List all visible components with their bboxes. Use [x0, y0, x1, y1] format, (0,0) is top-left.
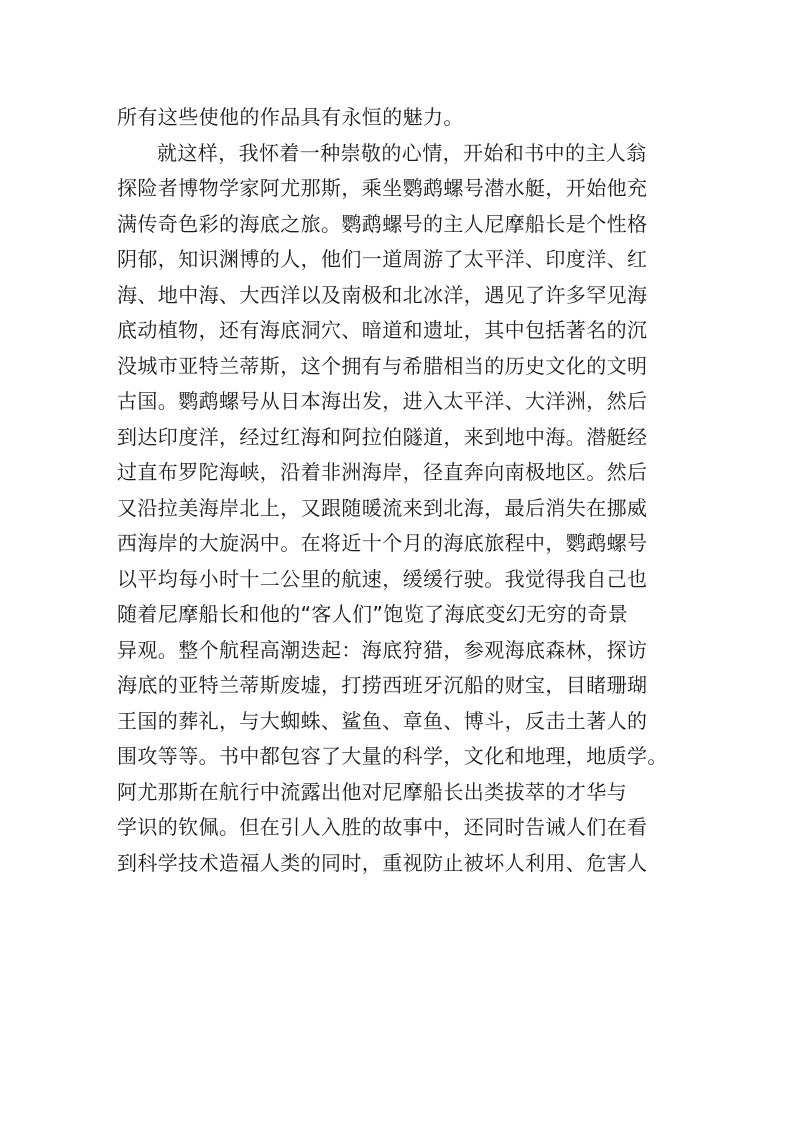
text-line: 海底的亚特兰蒂斯废墟，打捞西班牙沉船的财宝，目睹珊瑚 — [117, 673, 648, 697]
text-line: 古国。鹦鹉螺号从日本海出发，进入太平洋、大洋洲，然后 — [117, 389, 648, 413]
text-line: 底动植物，还有海底洞穴、暗道和遗址，其中包括著名的沉 — [117, 318, 648, 342]
text-line: 满传奇色彩的海底之旅。鹦鹉螺号的主人尼摩船长是个性格 — [117, 211, 648, 236]
text-line: 海、地中海、大西洋以及南极和北冰洋，遇见了许多罕见海 — [117, 282, 648, 307]
text-line: 以平均每小时十二公里的航速，缓缓行驶。我觉得我自己也 — [117, 566, 648, 591]
text-line: 过直布罗陀海峡，沿着非洲海岸，径直奔向南极地区。然后 — [117, 460, 648, 484]
text-line: 学识的钦佩。但在引人入胜的故事中，还同时告诫人们在看 — [117, 815, 648, 839]
paragraph-first-line: 就这样，我怀着一种崇敬的心情，开始和书中的主人翁 — [157, 140, 647, 165]
text-line: 所有这些使他的作品具有永恒的魅力。 — [117, 105, 464, 129]
text-line: 阴郁，知识渊博的人，他们一道周游了太平洋、印度洋、红 — [117, 247, 648, 271]
body-text — [117, 100, 677, 881]
text-line: 探险者博物学家阿尤那斯，乘坐鹦鹉螺号潜水艇，开始他充 — [117, 176, 648, 200]
text-line: 到达印度洋，经过红海和阿拉伯隧道，来到地中海。潜艇经 — [117, 424, 648, 449]
text-line: 到科学技术造福人类的同时，重视防止被坏人利用、危害人 — [117, 850, 648, 875]
text-line: 围攻等等。书中都包容了大量的科学，文化和地理，地质学。 — [117, 744, 668, 768]
text-line: 随着尼摩船长和他的“客人们”饱览了海底变幻无穷的奇景 — [117, 602, 629, 626]
text-line: 异观。整个航程高潮迭起：海底狩猎，参观海底森林，探访 — [117, 637, 648, 662]
text-line: 又沿拉美海岸北上，又跟随暖流来到北海，最后消失在挪威 — [117, 495, 648, 520]
text-line: 王国的葬礼，与大蜘蛛、鲨鱼、章鱼、博斗，反击土著人的 — [117, 708, 648, 733]
text-line: 没城市亚特兰蒂斯，这个拥有与希腊相当的历史文化的文明 — [117, 353, 648, 378]
text-line: 阿尤那斯在航行中流露出他对尼摩船长出类拔萃的才华与 — [117, 779, 627, 804]
text-line: 西海岸的大旋涡中。在将近十个月的海底旅程中，鹦鹉螺号 — [117, 531, 648, 555]
